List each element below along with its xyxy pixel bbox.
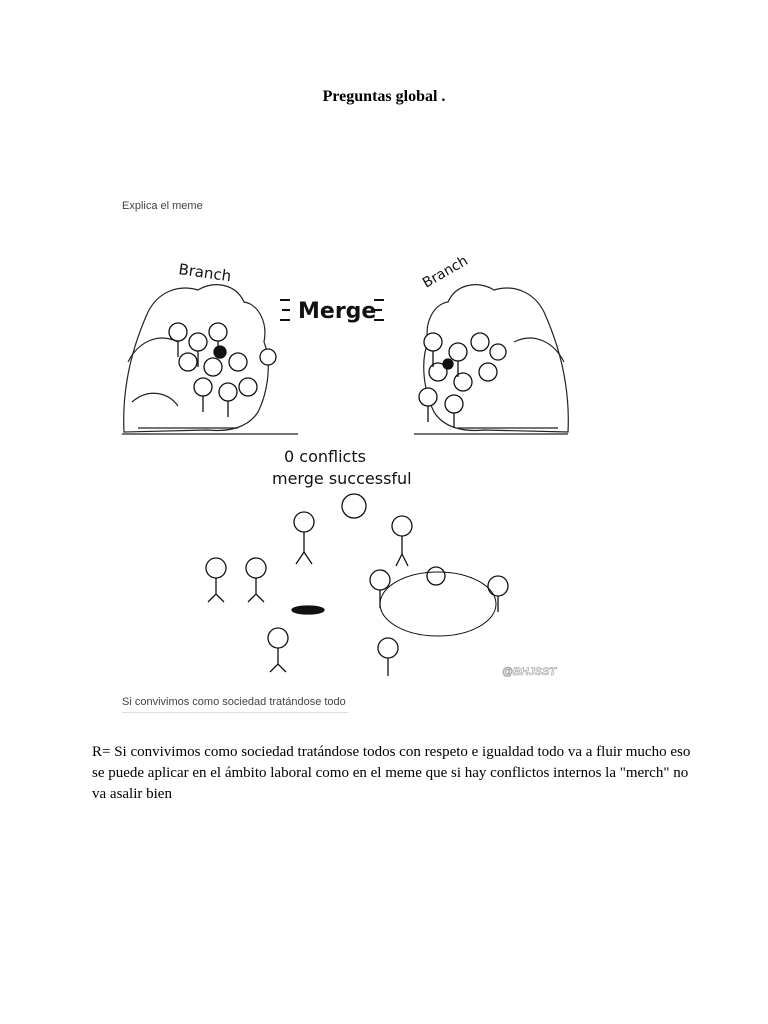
page-title: Preguntas global . xyxy=(322,88,446,105)
label-branch-right: Branch xyxy=(420,252,471,292)
label-result-line1: 0 conflicts xyxy=(284,447,366,466)
happy-people xyxy=(206,494,508,676)
right-fighters xyxy=(419,333,506,428)
answer-paragraph: R= Si convivimos como sociedad tratándose todos con respeto e igualdad todo va a fluir mucho eso se puede aplicar en el ámbito laboral como en el meme que si hay conflictos internos la "merch" no va asalir bien xyxy=(92,744,691,802)
left-fighters xyxy=(169,323,276,417)
meme-prompt: Explica el meme xyxy=(122,200,203,212)
meme-screenshot xyxy=(118,192,574,722)
right-fight-cloud xyxy=(414,285,568,434)
label-merge: Merge xyxy=(298,299,377,324)
label-branch-left: Branch xyxy=(177,260,233,286)
meme-watermark: @BHJSST xyxy=(502,666,557,678)
caption-divider xyxy=(122,712,348,713)
meme-caption: Si convivimos como sociedad tratándose todo xyxy=(122,696,346,708)
meme-comic xyxy=(118,192,574,692)
label-result-line2: merge successful xyxy=(272,469,412,488)
